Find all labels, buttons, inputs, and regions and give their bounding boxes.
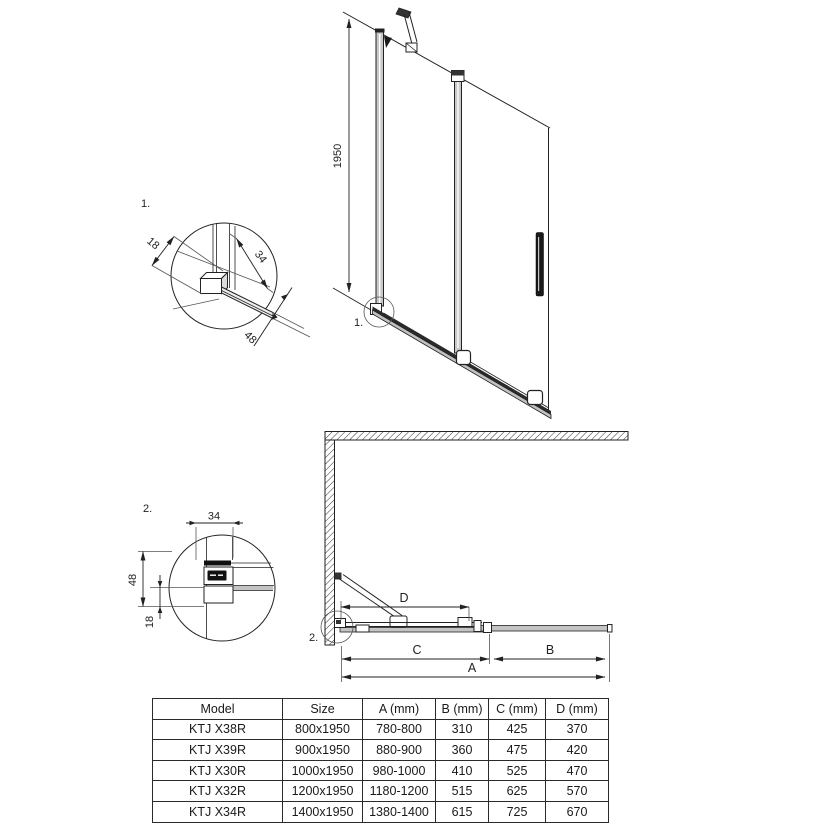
cell-a: 1180-1200	[363, 781, 436, 802]
profile-top-cap	[375, 29, 385, 33]
roller-block	[458, 618, 472, 627]
dim-b-label: B	[545, 643, 555, 657]
wall-top	[325, 432, 628, 441]
spec-table	[152, 698, 609, 823]
dim-d-label: D	[399, 591, 409, 605]
leading-edge-cap	[484, 623, 492, 633]
top-hanger-bracket	[452, 71, 465, 76]
cell-a: 880-900	[363, 740, 436, 761]
detail-2-dim-18	[144, 575, 204, 628]
fixed-wall-profile	[371, 29, 393, 315]
dimension-b	[494, 634, 610, 682]
dimension-c	[342, 634, 490, 664]
roller-guide	[528, 391, 543, 405]
cell-size: 1000x1950	[283, 760, 363, 781]
detail-2-dim-48-label: 48	[127, 573, 139, 587]
detail-1-dim-48-label: 48	[241, 329, 259, 347]
cell-a: 1380-1400	[363, 801, 436, 822]
header-cell-b: B (mm)	[436, 699, 489, 720]
spec-table-header-row	[153, 699, 609, 720]
header-cell-c: C (mm)	[489, 699, 546, 720]
dimension-1950	[332, 19, 371, 310]
detail-2	[127, 503, 275, 641]
dim-c-label: C	[412, 643, 422, 657]
plan-view	[309, 432, 628, 683]
cell-model: KTJ X32R	[153, 781, 283, 802]
dim-1950-label: 1950	[332, 143, 344, 169]
cell-b: 360	[436, 740, 489, 761]
header-cell-size: Size	[283, 699, 363, 720]
cell-b: 615	[436, 801, 489, 822]
cell-d: 570	[546, 781, 609, 802]
detail-1-dim-48	[242, 288, 310, 347]
cell-c: 725	[489, 801, 546, 822]
table-row	[153, 740, 609, 761]
table-row	[153, 719, 609, 740]
cell-d: 670	[546, 801, 609, 822]
cell-model: KTJ X39R	[153, 740, 283, 761]
callout-2-label: 2.	[309, 632, 319, 644]
sliding-panel-plan	[481, 623, 612, 633]
end-cap	[608, 625, 613, 633]
cell-model: KTJ X30R	[153, 760, 283, 781]
cell-d: 370	[546, 719, 609, 740]
cell-b: 515	[436, 781, 489, 802]
cell-model: KTJ X34R	[153, 801, 283, 822]
glass-clamp	[384, 36, 392, 48]
cell-c: 625	[489, 781, 546, 802]
cell-a: 780-800	[363, 719, 436, 740]
detail-1-label: 1.	[141, 198, 151, 210]
top-rail-line	[343, 12, 550, 128]
detail-2-label: 2.	[143, 503, 153, 515]
detail-1-dim-34-label: 34	[251, 248, 269, 266]
header-cell-a: A (mm)	[363, 699, 436, 720]
wall-left	[325, 440, 335, 645]
detail-1-dim-34	[230, 234, 273, 293]
detail-2-profile-section	[204, 561, 233, 604]
rail-section	[233, 586, 273, 591]
strut-roller-block	[390, 616, 407, 627]
cell-d: 420	[546, 740, 609, 761]
cell-c: 475	[489, 740, 546, 761]
sliding-panel-profile	[452, 71, 465, 354]
cell-size: 900x1950	[283, 740, 363, 761]
cell-d: 470	[546, 760, 609, 781]
header-cell-d: D (mm)	[546, 699, 609, 720]
header-cell-model: Model	[153, 699, 283, 720]
cell-b: 410	[436, 760, 489, 781]
plan-rail-assembly	[335, 618, 490, 633]
cell-size: 1200x1950	[283, 781, 363, 802]
cell-size: 800x1950	[283, 719, 363, 740]
door-handle	[536, 233, 544, 297]
cell-size: 1400x1950	[283, 801, 363, 822]
dim-a-label: A	[467, 661, 477, 675]
detail-1-dim-18-label: 18	[144, 235, 162, 253]
table-row	[153, 760, 609, 781]
detail-1	[141, 198, 310, 346]
detail-2-dim-18-label: 18	[144, 615, 156, 629]
detail-2-dim-34-label: 34	[207, 510, 221, 523]
cell-c: 425	[489, 719, 546, 740]
cell-model: KTJ X38R	[153, 719, 283, 740]
table-row	[153, 781, 609, 802]
roller-guide	[457, 351, 471, 365]
detail-1-bottom-rail-bar	[222, 287, 274, 319]
callout-1-label: 1.	[354, 317, 364, 329]
table-row	[153, 801, 609, 822]
cell-b: 310	[436, 719, 489, 740]
cell-c: 525	[489, 760, 546, 781]
cell-a: 980-1000	[363, 760, 436, 781]
guide-block	[356, 625, 369, 632]
detail-2-dim-48	[127, 552, 204, 607]
wall-bracket	[396, 8, 417, 52]
stopper-block	[474, 621, 481, 632]
front-view	[332, 8, 551, 419]
dimension-a	[342, 646, 606, 682]
